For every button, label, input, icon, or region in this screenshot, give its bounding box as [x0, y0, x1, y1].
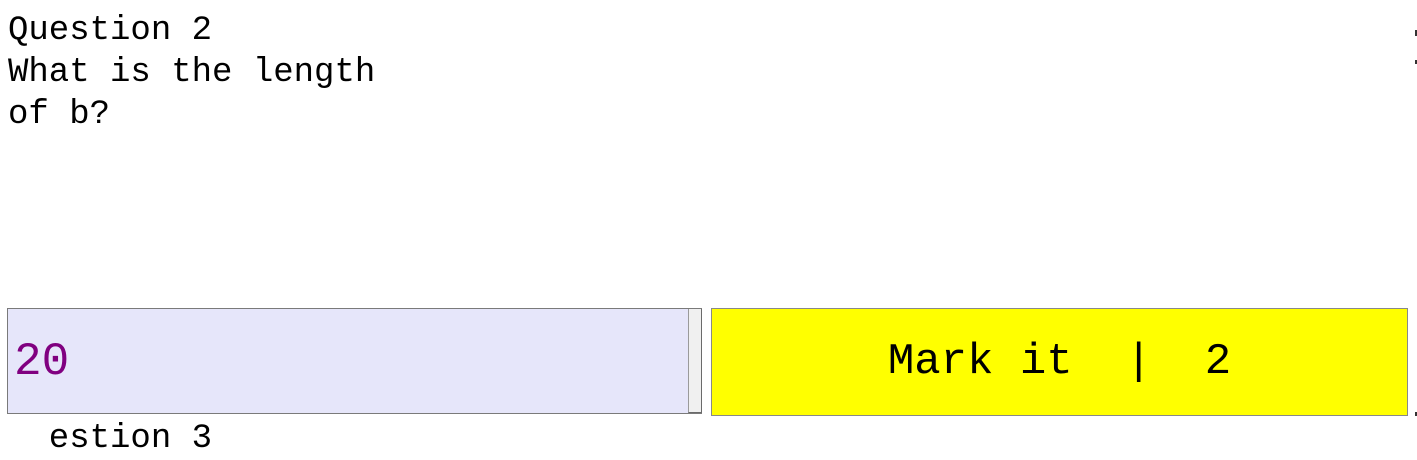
question-text-line-2: of b?: [8, 96, 111, 134]
question-block: [8, 10, 375, 136]
right-edge-marks: [1413, 0, 1417, 432]
question-heading: Question 2: [8, 12, 213, 50]
next-question-heading: estion 3: [8, 420, 213, 458]
question-text-line-1: What is the length: [8, 54, 376, 92]
answer-scrollbar[interactable]: [688, 309, 702, 413]
mark-it-button[interactable]: Mark it | 2: [711, 308, 1408, 416]
answer-value: 20: [14, 336, 70, 388]
answer-input[interactable]: [7, 308, 702, 414]
